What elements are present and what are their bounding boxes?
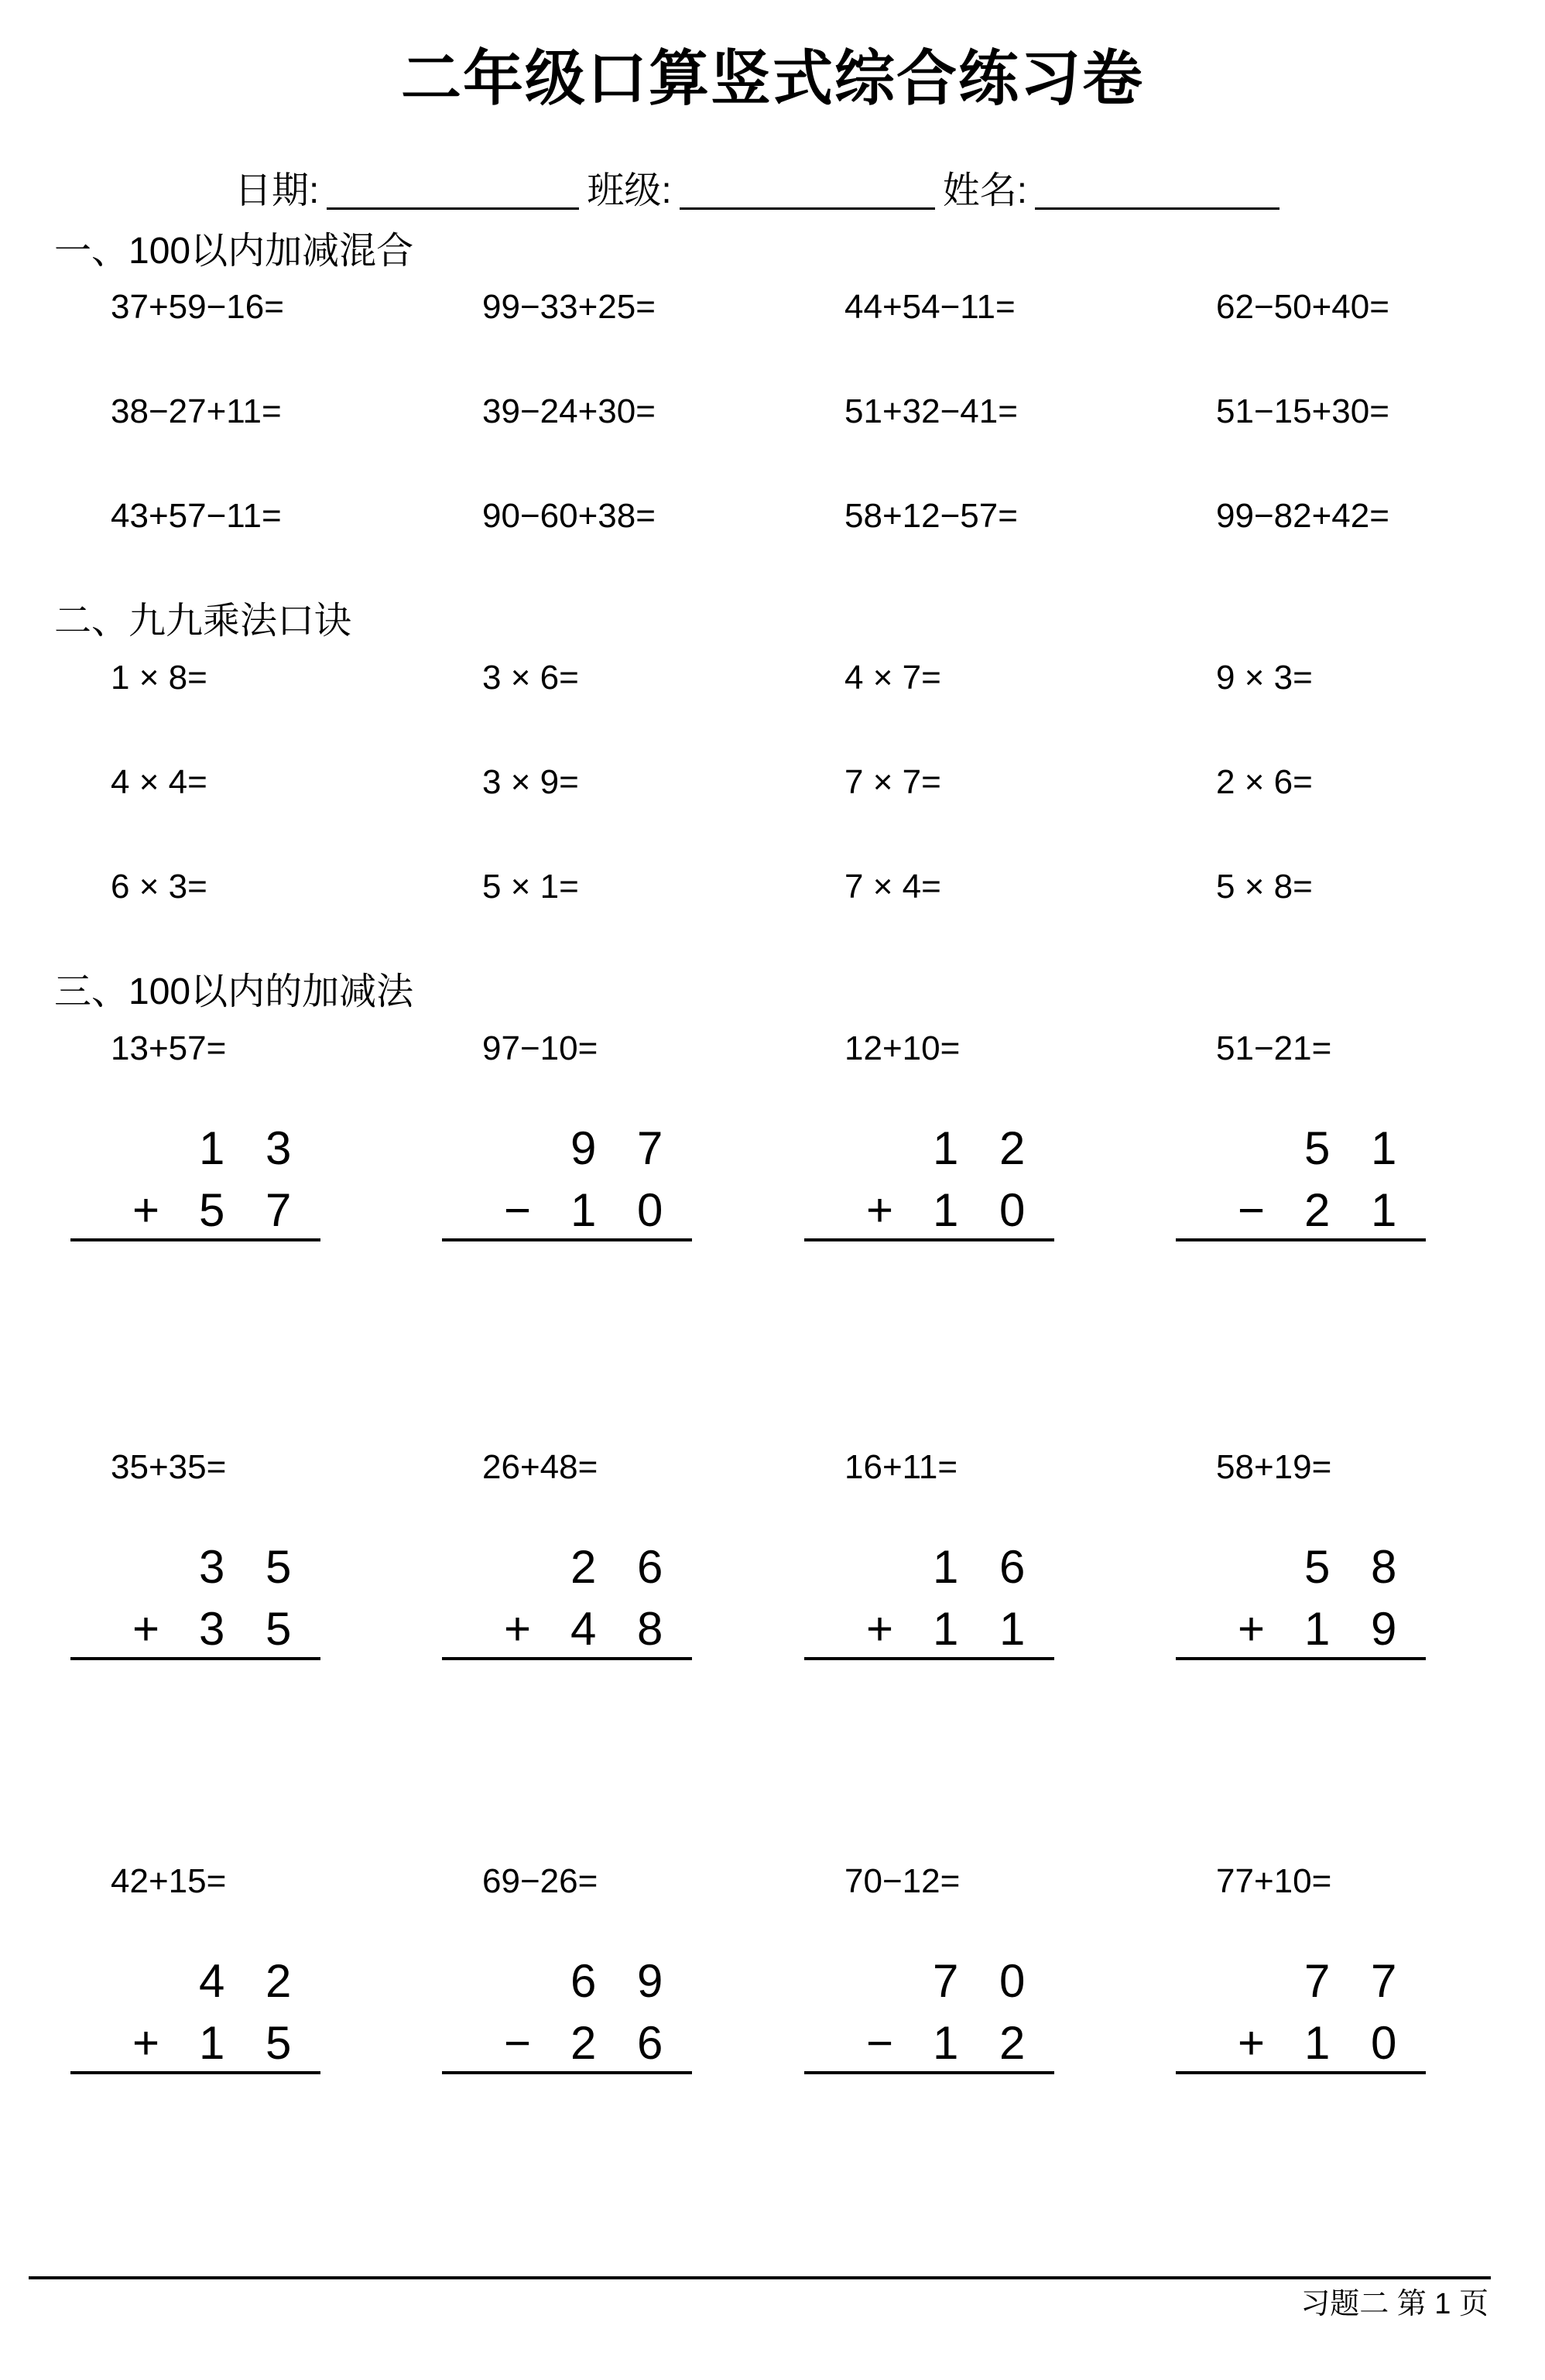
equation-text: 7 × 7= [844, 763, 941, 801]
bottom-operand-tens-digit: 1 [1304, 1603, 1331, 1655]
top-operand-ones-digit: 9 [637, 1955, 663, 2007]
bottom-operand-ones-digit: 9 [1371, 1603, 1397, 1655]
top-operand-tens-digit: 6 [570, 1955, 597, 2007]
equation-text: 13+57= [111, 1029, 227, 1067]
top-operand-ones-digit: 0 [999, 1955, 1026, 2007]
equation-text: 90−60+38= [482, 497, 656, 535]
top-operand-ones-digit: 5 [265, 1541, 292, 1593]
bottom-operand-tens-digit: 4 [570, 1603, 597, 1655]
top-operand-ones-digit: 2 [999, 1122, 1026, 1174]
equation-text: 77+10= [1216, 1862, 1332, 1900]
bottom-operand-ones-digit: 1 [1371, 1184, 1397, 1236]
equation-text: 69−26= [482, 1862, 598, 1900]
top-operand-tens-digit: 1 [199, 1122, 225, 1174]
top-operand-tens-digit: 7 [1304, 1955, 1331, 2007]
equation-text: 5 × 8= [1216, 868, 1313, 906]
equation-text: 6 × 3= [111, 868, 207, 906]
top-operand-tens-digit: 1 [933, 1122, 959, 1174]
equation-text: 99−33+25= [482, 288, 656, 326]
equation-text: 35+35= [111, 1448, 227, 1486]
answer-line [442, 1657, 692, 1660]
name-label: 姓名: [942, 170, 1028, 211]
equation-text: 7 × 4= [844, 868, 941, 906]
answer-line [804, 1657, 1054, 1660]
bottom-operand-ones-digit: 2 [999, 2017, 1026, 2069]
bottom-operand-ones-digit: 6 [637, 2017, 663, 2069]
equation-text: 16+11= [844, 1448, 958, 1486]
equation-text: 70−12= [844, 1862, 961, 1900]
answer-line [70, 2071, 320, 2074]
equation-text: 99−82+42= [1216, 497, 1389, 535]
bottom-operand-tens-digit: 3 [199, 1603, 225, 1655]
equation-text: 39−24+30= [482, 392, 656, 430]
bottom-operand-ones-digit: 8 [637, 1603, 663, 1655]
answer-line [1176, 2071, 1426, 2074]
header-fields [235, 172, 1287, 210]
class-label: 班级: [587, 170, 672, 211]
section-1-title: 一、100以内加减混合 [54, 231, 414, 272]
equation-text: 58+12−57= [844, 497, 1018, 535]
date-blank-line [327, 172, 579, 210]
equation-text: 3 × 9= [482, 763, 579, 801]
answer-line [442, 2071, 692, 2074]
top-operand-tens-digit: 1 [933, 1541, 959, 1593]
equation-text: 4 × 4= [111, 763, 207, 801]
page-title: 二年级口算竖式综合练习卷 [400, 44, 1144, 112]
equation-text: 42+15= [111, 1862, 227, 1900]
top-operand-ones-digit: 7 [1371, 1955, 1397, 2007]
bottom-operand-tens-digit: 2 [1304, 1184, 1331, 1236]
bottom-operand-tens-digit: 5 [199, 1184, 225, 1236]
equation-text: 44+54−11= [844, 288, 1016, 326]
equation-text: 2 × 6= [1216, 763, 1313, 801]
top-operand-ones-digit: 7 [637, 1122, 663, 1174]
top-operand-tens-digit: 2 [570, 1541, 597, 1593]
operator-sign: − [866, 2017, 894, 2069]
answer-line [804, 2071, 1054, 2074]
answer-line [804, 1238, 1054, 1241]
top-operand-tens-digit: 3 [199, 1541, 225, 1593]
footer-page-label: 习题二 第 1 页 [1300, 2288, 1488, 2320]
bottom-operand-ones-digit: 1 [999, 1603, 1026, 1655]
operator-sign: + [132, 1603, 160, 1655]
answer-line [70, 1238, 320, 1241]
bottom-operand-tens-digit: 1 [933, 1184, 959, 1236]
top-operand-tens-digit: 4 [199, 1955, 225, 2007]
equation-text: 51−21= [1216, 1029, 1332, 1067]
bottom-operand-tens-digit: 1 [1304, 2017, 1331, 2069]
name-blank-line [1035, 172, 1280, 210]
answer-line [442, 1238, 692, 1241]
operator-sign: + [504, 1603, 532, 1655]
operator-sign: + [1238, 1603, 1266, 1655]
section-2-title: 二、九九乘法口诀 [54, 601, 352, 642]
top-operand-tens-digit: 5 [1304, 1122, 1331, 1174]
answer-line [70, 1657, 320, 1660]
equation-text: 12+10= [844, 1029, 961, 1067]
top-operand-ones-digit: 6 [637, 1541, 663, 1593]
operator-sign: + [132, 1184, 160, 1236]
bottom-operand-tens-digit: 1 [933, 2017, 959, 2069]
equation-text: 38−27+11= [111, 392, 282, 430]
bottom-operand-ones-digit: 5 [265, 1603, 292, 1655]
answer-line [1176, 1657, 1426, 1660]
equation-text: 1 × 8= [111, 659, 207, 697]
bottom-operand-ones-digit: 5 [265, 2017, 292, 2069]
bottom-operand-tens-digit: 1 [933, 1603, 959, 1655]
top-operand-ones-digit: 6 [999, 1541, 1026, 1593]
equation-text: 37+59−16= [111, 288, 284, 326]
class-blank-line [680, 172, 935, 210]
equation-text: 97−10= [482, 1029, 598, 1067]
operator-sign: + [132, 2017, 160, 2069]
operator-sign: − [1238, 1184, 1266, 1236]
top-operand-ones-digit: 1 [1371, 1122, 1397, 1174]
bottom-operand-ones-digit: 7 [265, 1184, 292, 1236]
section-3-title: 三、100以内的加减法 [54, 971, 414, 1012]
operator-sign: − [504, 2017, 532, 2069]
equation-text: 51+32−41= [844, 392, 1018, 430]
equation-text: 62−50+40= [1216, 288, 1389, 326]
answer-line [1176, 1238, 1426, 1241]
operator-sign: + [1238, 2017, 1266, 2069]
operator-sign: + [866, 1184, 894, 1236]
footer-rule [29, 2276, 1491, 2279]
bottom-operand-ones-digit: 0 [999, 1184, 1026, 1236]
top-operand-tens-digit: 7 [933, 1955, 959, 2007]
equation-text: 58+19= [1216, 1448, 1332, 1486]
operator-sign: − [504, 1184, 532, 1236]
bottom-operand-tens-digit: 1 [199, 2017, 225, 2069]
equation-text: 26+48= [482, 1448, 598, 1486]
equation-text: 43+57−11= [111, 497, 282, 535]
equation-text: 5 × 1= [482, 868, 579, 906]
date-label: 日期: [235, 170, 320, 211]
equation-text: 3 × 6= [482, 659, 579, 697]
top-operand-tens-digit: 9 [570, 1122, 597, 1174]
bottom-operand-tens-digit: 1 [570, 1184, 597, 1236]
top-operand-tens-digit: 5 [1304, 1541, 1331, 1593]
bottom-operand-ones-digit: 0 [1371, 2017, 1397, 2069]
equation-text: 4 × 7= [844, 659, 941, 697]
equation-text: 9 × 3= [1216, 659, 1313, 697]
top-operand-ones-digit: 8 [1371, 1541, 1397, 1593]
bottom-operand-ones-digit: 0 [637, 1184, 663, 1236]
equation-text: 51−15+30= [1216, 392, 1389, 430]
top-operand-ones-digit: 2 [265, 1955, 292, 2007]
bottom-operand-tens-digit: 2 [570, 2017, 597, 2069]
top-operand-ones-digit: 3 [265, 1122, 292, 1174]
operator-sign: + [866, 1603, 894, 1655]
